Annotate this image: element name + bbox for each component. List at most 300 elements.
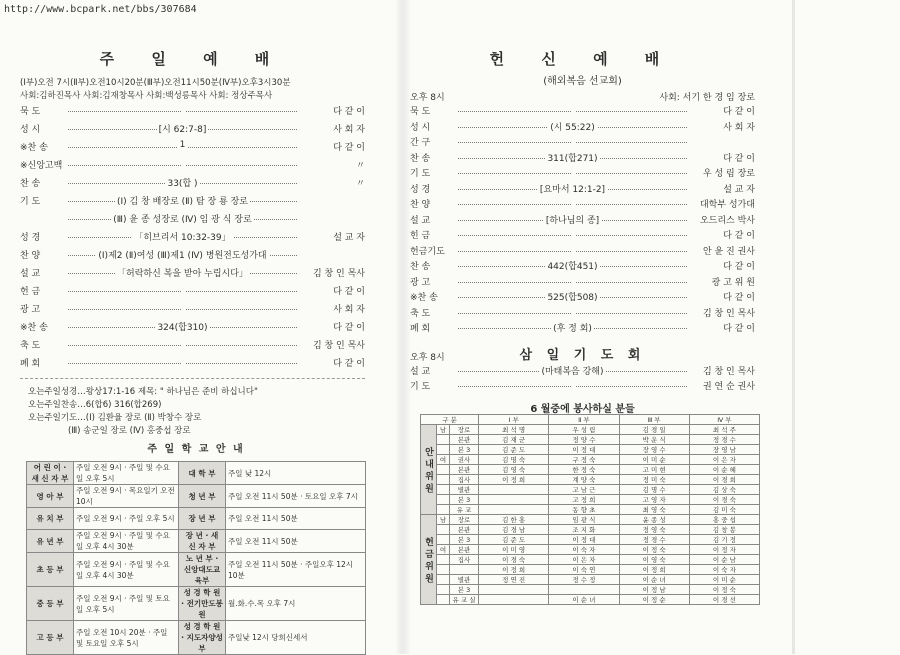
school-row [27, 553, 366, 587]
school-dept: 영 아 부 [27, 485, 74, 508]
order-detail: 「허락하신 복을 받아 누립시다」 [117, 269, 248, 279]
next-week-scripture: 오는주일성경…왕상17:1-16 제목: " 하나님은 준비 하십니다" [28, 387, 258, 397]
order-row [20, 104, 365, 118]
divider [20, 378, 365, 379]
order-label: 성 시 [20, 125, 41, 135]
school-time: 주일 오전 11시 50분 · 토요일 오후 7시 [226, 485, 366, 508]
order-person: 광 고 위 원 [711, 277, 755, 288]
school-row [27, 462, 366, 485]
vol-name: 고 남 근 [549, 485, 619, 495]
order-person: 김 창 인 목사 [312, 269, 365, 279]
vol-name [479, 595, 549, 605]
vol-name: 김 준 도 [479, 445, 549, 455]
dedication-leader: 사회: 서기 한 경 임 장로 [659, 93, 755, 103]
school-time: 주일 오전 9시 · 주일 및 수요일 오후 5시 [74, 462, 179, 485]
vol-group: 본관 [450, 545, 479, 555]
order-detail: (Ⅰ) 김 창 배장로 (Ⅱ) 탐 장 룡 장로 [117, 197, 248, 207]
school-dept: 유 년 부 [27, 530, 74, 553]
vol-name: 김 명 숙 [479, 455, 549, 465]
school-row [27, 530, 366, 553]
order-label: 기 도 [410, 169, 431, 179]
order-detail: (마태복음 강해) [541, 367, 604, 377]
order-label: 설 교 [20, 269, 41, 279]
vol-group [437, 575, 450, 585]
school-time: 주일 오전 9시 · 주일 및 토요일 오후 5시 [74, 587, 179, 621]
school-time: 주일 낮 12시 [226, 462, 366, 485]
order-person: 다 같 이 [333, 323, 365, 333]
vol-row [421, 475, 760, 485]
vol-name: 이 순 남 [689, 555, 759, 565]
vol-group: 별관 [450, 575, 479, 585]
vol-name: 이 미 영 [479, 545, 549, 555]
vol-name: 이 경 선 [689, 595, 759, 605]
order-detail: 1 [179, 140, 186, 150]
vol-header-row [421, 415, 760, 425]
vol-row [421, 525, 760, 535]
school-time: 주일낮 12시 당희신세서 [226, 621, 366, 655]
vol-group: 여 [437, 545, 450, 555]
prayer-time: 오후 8시 [410, 353, 445, 363]
order-person: 우 성 림 장로 [702, 169, 755, 179]
vol-row [421, 595, 760, 605]
vol-group: 본 3 [450, 585, 479, 595]
vol-header-cell: Ⅳ 부 [689, 415, 759, 425]
school-row [27, 508, 366, 530]
order-label: 축 도 [410, 308, 431, 319]
school-time: 주일 오전 11시 50분 [226, 508, 366, 530]
vol-name: 이 경 숙 [689, 495, 759, 505]
vol-row [421, 455, 760, 465]
vol-name: 구 정 숙 [549, 455, 619, 465]
vol-name: 김 준 도 [479, 535, 549, 545]
order-label: 찬 송 [410, 153, 431, 164]
order-row [410, 379, 755, 393]
vol-group: 장로 [450, 425, 479, 435]
order-label: 폐 회 [20, 359, 41, 369]
vol-name: 이 경 숙 [479, 555, 549, 565]
order-label: ※찬 송 [20, 323, 48, 333]
order-person: 다 같 이 [333, 107, 365, 117]
order-row [20, 158, 365, 172]
vol-name: 이 은 자 [689, 455, 759, 465]
vol-group [437, 535, 450, 545]
vol-name: 이 영 숙 [619, 555, 689, 565]
order-detail [571, 379, 575, 389]
vol-row [421, 485, 760, 495]
vol-name: 홍 중 섭 [689, 515, 759, 525]
next-week-hymn: 오는주일찬송…6(합6) 316(합269) [28, 400, 162, 410]
order-row [410, 213, 755, 227]
school-dept: 성 경 학 원 · 지도자양성부 [179, 621, 226, 655]
page-fold [395, 0, 411, 654]
order-detail [571, 244, 575, 254]
vol-name [479, 585, 549, 595]
vol-header-cell: Ⅱ 부 [549, 415, 619, 425]
vol-name: 이 순 녀 [549, 595, 619, 605]
vol-group [437, 495, 450, 505]
vol-name: 김 경 남 [479, 525, 549, 535]
service-leaders: 사회:김하진목사 사회:김재창목사 사회:백성릉목사 사회: 정상주목사 [20, 91, 273, 101]
school-time: 주일 오전 11시 50분 [226, 530, 366, 553]
vol-name: 이 미 순 [619, 455, 689, 465]
vol-group: 여 [437, 455, 450, 465]
order-row [410, 321, 755, 335]
vol-row [421, 545, 760, 555]
order-detail: 525(합508) [547, 293, 598, 303]
order-person: 다 같 이 [723, 107, 755, 117]
order-person: 다 같 이 [723, 231, 755, 241]
order-row [410, 244, 755, 258]
volunteers-table-wrap [420, 414, 760, 605]
vol-group: 유 교 실 [450, 595, 479, 605]
vol-group: 본 3 [450, 495, 479, 505]
order-label: 축 도 [20, 341, 41, 351]
vol-group: 본 3 [450, 445, 479, 455]
vol-row [421, 585, 760, 595]
vol-name: 김 상 숙 [689, 485, 759, 495]
vol-group [437, 505, 450, 515]
vol-name: 이 순 혜 [689, 465, 759, 475]
order-row [20, 140, 365, 154]
school-dept: 유 치 부 [27, 508, 74, 530]
order-detail [571, 197, 575, 207]
school-time: 주일 오전 10시 20분 · 주일 및 토요일 오후 5시 [74, 621, 179, 655]
order-person: 김 창 인 목사 [312, 341, 365, 351]
order-row [20, 356, 365, 370]
vol-name: 정 수 정 [549, 575, 619, 585]
vol-group [437, 525, 450, 535]
vol-name: 이 숙 자 [689, 565, 759, 575]
vol-row [421, 435, 760, 445]
vol-group [437, 595, 450, 605]
vol-name: 이 미 순 [689, 575, 759, 585]
order-detail: 「히브리서 10:32-39」 [134, 233, 231, 243]
vol-name: 이 정 대 [549, 445, 619, 455]
order-detail: 442(합451) [547, 262, 598, 272]
dedication-service-panel [410, 0, 755, 654]
order-row [20, 176, 365, 190]
order-label: ※찬 송 [410, 293, 438, 303]
sunday-service-title: 주 일 예 배 [99, 50, 286, 68]
order-label: 묵 도 [20, 107, 41, 117]
order-label: 기 도 [20, 197, 41, 207]
order-label: 간 구 [410, 138, 431, 148]
vol-name: 김 명 수 [619, 485, 689, 495]
order-person: 다 같 이 [723, 293, 755, 303]
vol-name: 이 정 숙 [619, 545, 689, 555]
order-label: 설 교 [410, 215, 431, 226]
order-detail [571, 104, 575, 114]
vol-group: 남 [437, 515, 450, 525]
vol-header-cell: Ⅲ 부 [619, 415, 689, 425]
vol-name: 이 순 녀 [619, 575, 689, 585]
vol-name: 이 정 숙 [689, 585, 759, 595]
vol-group: 집사 [450, 475, 479, 485]
school-time: 주일 오전 9시 · 주일 및 수요일 오후 4시 30분 [74, 530, 179, 553]
school-dept: 초 등 부 [27, 553, 74, 587]
order-detail [571, 275, 575, 285]
order-person: 다 같 이 [723, 324, 755, 334]
order-label: 헌금기도 [410, 246, 445, 257]
order-row [410, 166, 755, 180]
vol-name: 이 정 남 [619, 585, 689, 595]
vol-group: 집사 [450, 555, 479, 565]
vol-group [437, 435, 450, 445]
vol-group [437, 565, 450, 575]
vol-category: 안 내 위 원 [421, 425, 437, 515]
order-row [410, 306, 755, 320]
order-row [20, 266, 365, 280]
vol-name: 고 정 희 [549, 495, 619, 505]
vol-name: 박 운 식 [619, 435, 689, 445]
order-row [20, 122, 365, 136]
order-row [20, 338, 365, 352]
school-row [27, 485, 366, 508]
school-dept: 어 린 이 · 새 신 자 부 [27, 462, 74, 485]
vol-row [421, 575, 760, 585]
vol-row [421, 535, 760, 545]
order-detail [181, 284, 185, 294]
vol-name: 정 경 수 [689, 435, 759, 445]
next-week-notes [28, 386, 358, 438]
vol-name: 정 경 수 [619, 535, 689, 545]
next-week-prayer-2: (Ⅲ) 송군일 장로 (Ⅳ) 홍중섭 장로 [68, 426, 191, 436]
vol-name: 이 정 순 [619, 595, 689, 605]
vol-group: 유 교 [450, 505, 479, 515]
order-row [410, 259, 755, 273]
vol-group [437, 475, 450, 485]
order-label: 성 시 [410, 122, 431, 133]
vol-name: 이 정 희 [479, 565, 549, 575]
vol-name: 김 영 숙 [479, 465, 549, 475]
order-detail [181, 302, 185, 312]
vol-name: 이 정 자 [689, 545, 759, 555]
order-row [20, 230, 365, 244]
order-detail [181, 158, 185, 168]
order-person: 오드리스 박사 [699, 215, 755, 226]
order-person: 사 회 자 [333, 305, 365, 315]
order-row [410, 151, 755, 165]
vol-row [421, 565, 760, 575]
order-row [410, 104, 755, 118]
vol-group: 장로 [450, 515, 479, 525]
order-person: 권 연 순 권사 [702, 382, 755, 392]
vol-name: 고 영 자 [619, 495, 689, 505]
school-dept: 노 년 부 · 신앙대도교육부 [179, 553, 226, 587]
vol-group [437, 465, 450, 475]
order-row [410, 275, 755, 289]
order-person: 다 같 이 [333, 287, 365, 297]
vol-name: 김 기 정 [689, 535, 759, 545]
vol-group [437, 585, 450, 595]
school-dept: 장 년 · 새 신 자 부 [179, 530, 226, 553]
vol-name: 이 정 희 [619, 565, 689, 575]
vol-name: 윤 종 성 [619, 515, 689, 525]
order-label: 광 고 [20, 305, 41, 315]
vol-row [421, 515, 760, 525]
vol-name: 장 영 수 [619, 445, 689, 455]
order-row [20, 212, 365, 226]
dedication-title: 헌 신 예 배 [489, 50, 676, 68]
school-dept: 중 등 부 [27, 587, 74, 621]
order-person: 설 교 자 [723, 184, 755, 195]
order-row [410, 135, 755, 149]
vol-name: 한 정 숙 [549, 465, 619, 475]
dedication-time: 오후 8시 [410, 93, 445, 103]
dedication-subtitle: (해외복음 선교회) [543, 76, 622, 87]
vol-name: 이 정 대 [549, 535, 619, 545]
order-row [20, 248, 365, 262]
order-detail [181, 104, 185, 114]
volunteers-table [420, 414, 760, 605]
order-detail [181, 356, 185, 366]
order-label: ※신앙고백 [20, 161, 63, 171]
url-watermark: http://www.bcpark.net/bbs/307684 [4, 4, 197, 15]
order-row [20, 320, 365, 334]
order-person: 대학부 성가대 [699, 200, 755, 210]
service-times: (Ⅰ부)오전 7시(Ⅱ부)오전10시20분(Ⅲ부)오전11시50분(Ⅳ부)오후3시30분 [20, 78, 291, 88]
next-week-prayer: 오는주일기도…(Ⅰ) 김환율 장로 (Ⅱ) 박창수 장로 [28, 413, 202, 423]
order-person: 안 윤 진 권사 [702, 246, 755, 257]
vol-group: 본관 [450, 525, 479, 535]
order-detail [571, 166, 575, 176]
school-time: 주일 오전 9시 · 주일 오후 5시 [74, 508, 179, 530]
school-guide-title: 주 일 학 교 안 내 [147, 444, 245, 455]
order-row [20, 284, 365, 298]
order-label: 설 교 [410, 367, 431, 377]
vol-name: 정 미 숙 [619, 475, 689, 485]
order-detail: [요마서 12:1-2] [539, 184, 606, 195]
vol-group: 별관 [450, 485, 479, 495]
vol-name [479, 485, 549, 495]
school-dept: 장 년 부 [179, 508, 226, 530]
order-person: 다 같 이 [723, 262, 755, 272]
vol-name: 장 영 남 [689, 445, 759, 455]
order-detail: 311(합271) [547, 153, 598, 164]
order-person: 김 창 인 목사 [702, 308, 755, 319]
vol-name: 이 경 희 [689, 475, 759, 485]
school-time: 주일 오전 9시 · 목요일기 오전10시 [74, 485, 179, 508]
vol-category: 헌 금 위 원 [421, 515, 437, 605]
order-detail [571, 135, 575, 145]
order-detail: 33(합 ) [167, 179, 198, 189]
order-label: 폐 회 [410, 324, 431, 334]
order-detail: (Ⅲ) 윤 종 성장로 (Ⅳ) 임 광 식 장로 [113, 215, 252, 225]
vol-row [421, 505, 760, 515]
order-detail: (시 55:22) [550, 122, 595, 133]
order-detail [181, 338, 185, 348]
vol-name: 우 성 림 [549, 425, 619, 435]
order-detail: (Ⅰ)제2 (Ⅱ)여성 (Ⅲ)제1 (Ⅳ) 병원전도성가대 [98, 251, 267, 261]
order-detail [571, 306, 575, 316]
vol-name: 정 영 숙 [619, 525, 689, 535]
vol-row [421, 425, 760, 435]
school-time: 월.화.수.목 오후 7시 [226, 587, 366, 621]
vol-name: 정 연 진 [479, 575, 549, 585]
vol-group [450, 565, 479, 575]
vol-name [479, 505, 549, 515]
order-row [20, 194, 365, 208]
vol-name: 최 석 명 [479, 425, 549, 435]
order-label: 힌 금 [410, 231, 431, 241]
paper-edge [792, 0, 795, 654]
order-row [410, 364, 755, 378]
vol-name: 최 석 주 [689, 425, 759, 435]
vol-header-cell: Ⅰ 부 [479, 415, 549, 425]
vol-group: 본관 [450, 465, 479, 475]
vol-name: 조 지 화 [549, 525, 619, 535]
vol-name: 이 정 희 [479, 475, 549, 485]
school-time: 주일 오전 9시 · 주일 및 수요일 오후 4시 30분 [74, 553, 179, 587]
order-detail: 324(합310) [157, 323, 208, 333]
vol-name: 임 광 식 [549, 515, 619, 525]
order-row [410, 182, 755, 196]
order-label: 묵 도 [410, 107, 431, 117]
order-label: 광 고 [410, 277, 431, 288]
vol-name: 김 창 봉 [689, 525, 759, 535]
school-time: 주일 오전 11시 50분 · 주일오후 12시 10분 [226, 553, 366, 587]
school-dept: 성 경 학 원 · 전기만도봉원 [179, 587, 226, 621]
order-detail: [시 62:7-8] [158, 125, 207, 135]
order-person: 사 회 자 [333, 125, 365, 135]
vol-name: 김 미 숙 [689, 505, 759, 515]
order-row [410, 197, 755, 211]
order-label: 성 경 [410, 184, 431, 195]
order-detail [571, 228, 575, 238]
prayer-meeting-title: 삼 일 기 도 회 [519, 348, 646, 363]
order-person: 사 회 자 [723, 122, 755, 133]
vol-group [437, 485, 450, 495]
school-table [26, 461, 366, 655]
vol-row [421, 465, 760, 475]
vol-name [549, 585, 619, 595]
order-person: 〃 [355, 179, 365, 189]
vol-name [479, 495, 549, 505]
vol-row [421, 495, 760, 505]
vol-group [437, 555, 450, 565]
vol-name: 최 영 숙 [619, 505, 689, 515]
vol-name: 계 양 숙 [549, 475, 619, 485]
school-dept: 청 년 부 [179, 485, 226, 508]
order-person: 〃 [355, 161, 365, 171]
vol-name: 동 향 초 [549, 505, 619, 515]
order-label: 찬 양 [410, 200, 431, 210]
order-row [410, 120, 755, 134]
vol-row [421, 555, 760, 565]
order-detail: (후 정 회) [553, 324, 592, 334]
order-person: 김 창 인 목사 [702, 367, 755, 377]
order-label: 헌 금 [20, 287, 41, 297]
school-row [27, 621, 366, 655]
school-row [27, 587, 366, 621]
vol-header-cell: 구 분 [421, 415, 479, 425]
order-person: 다 같 이 [723, 153, 755, 164]
order-label: 찬 송 [20, 179, 41, 189]
vol-name: 이 숙 자 [549, 545, 619, 555]
vol-group: 남 [437, 425, 450, 435]
vol-name: 고 미 현 [619, 465, 689, 475]
order-person: 다 같 이 [333, 359, 365, 369]
sunday-school-guide [26, 440, 366, 655]
order-label: 찬 양 [20, 251, 41, 261]
vol-name: 이 은 자 [549, 555, 619, 565]
order-row [20, 302, 365, 316]
sunday-service-panel [20, 0, 365, 654]
vol-name: 김 재 군 [479, 435, 549, 445]
vol-group: 본관 [450, 435, 479, 445]
vol-group: 권사 [450, 455, 479, 465]
vol-name: 김 경 일 [619, 425, 689, 435]
